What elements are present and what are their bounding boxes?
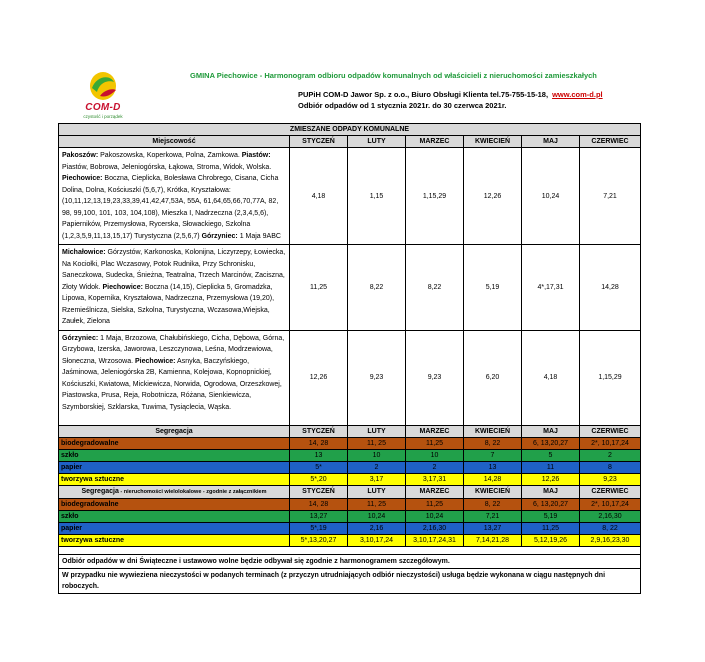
pickup-dates: 8,22 <box>348 245 406 331</box>
location-town: Górzyniec: <box>62 334 99 342</box>
pickup-dates: 3,17 <box>348 473 406 485</box>
month-header: STYCZEŃ <box>290 485 348 498</box>
schedule-period: Odbiór odpadów od 1 stycznia 2021r. do 30 czerwca 2021r. <box>298 101 507 110</box>
pickup-dates: 2,16 <box>348 522 406 534</box>
table-row <box>59 245 641 331</box>
pickup-dates: 5*,19 <box>290 522 348 534</box>
location-streets: Górzystów, Karkonoska, Kolonijna, Liczyrzepy, Łowiecka, Na Kociołki, Plac Wczasowy, Potok Rudnika, Przy Schronisku, Saneczkowa, Sudecka, Śnieżna, Teatralna, Trzech Marcinów, Zaciszna, Złoty Widok. <box>62 249 286 291</box>
location-streets: Boczna, Cieplicka, Bolesława Chrobrego, Cisana, Cicha Dolina, Dolna, Kościuszki (5,6,7), Krótka, Kryształowa: (10,11,12,13,19,23,33,39,41,42,47,53A, 55A, 61,64,65,66,70,77A, 82, 98, 99,100, 101, 103, 104,108), Mieszka I, Nadrzeczna (2,3,4,5,6), Papierników, Przemysłowa, Rycerska, Słowackiego, Szkolna (1,2,3,5,9,11,13,15,17) Turystyczna (2,5,6,7) <box>62 175 279 240</box>
month-header: STYCZEŃ <box>290 136 348 148</box>
pickup-dates: 6, 13,20,27 <box>522 437 580 449</box>
pickup-dates: 12,26 <box>522 473 580 485</box>
pickup-dates: 5*,20 <box>290 473 348 485</box>
pickup-dates: 3,10,17,24,31 <box>406 534 464 546</box>
pickup-dates: 4,18 <box>290 148 348 245</box>
pickup-dates: 2,16,30 <box>406 522 464 534</box>
pickup-dates: 11,25 <box>522 522 580 534</box>
pickup-dates: 5 <box>522 449 580 461</box>
month-header: MAJ <box>522 136 580 148</box>
pickup-dates: 9,23 <box>348 330 406 425</box>
pickup-dates: 1,15 <box>348 148 406 245</box>
pickup-dates: 4*,17,31 <box>522 245 580 331</box>
month-header: STYCZEŃ <box>290 425 348 437</box>
location-streets: Piastów, Bobrowa, Jeleniogórska, Łąkowa, Stroma, Widok, Wolska. <box>62 163 272 171</box>
pickup-dates: 14, 28 <box>290 498 348 510</box>
location-town: Piastów: <box>241 152 271 159</box>
waste-type-label: szkło <box>59 510 290 522</box>
pickup-dates: 2 <box>348 461 406 473</box>
location-town: Pakoszów: <box>62 152 99 159</box>
month-header: MARZEC <box>406 425 464 437</box>
waste-type-label: papier <box>59 522 290 534</box>
month-header: CZERWIEC <box>580 136 641 148</box>
spacer-cell <box>59 546 641 554</box>
location-town: Górzyniec: <box>201 232 238 240</box>
pickup-dates: 10,24 <box>348 510 406 522</box>
pickup-dates: 7,21 <box>580 148 641 245</box>
pickup-dates: 10,24 <box>406 510 464 522</box>
month-header: KWIECIEŃ <box>464 425 522 437</box>
pickup-dates: 1,15,29 <box>580 330 641 425</box>
waste-type-row <box>59 461 641 473</box>
pickup-dates: 14,28 <box>580 245 641 331</box>
waste-type-row <box>59 498 641 510</box>
schedule-title: GMINA Piechowice - Harmonogram odbioru odpadów komunalnych od właścicieli z nieruchomości zamieszkałych <box>190 71 597 80</box>
pickup-dates: 13,27 <box>290 510 348 522</box>
pickup-dates: 14, 28 <box>290 437 348 449</box>
footer-note1: Odbiór odpadów w dni Świąteczne i ustawowo wolne będzie odbywał się zgodnie z harmonogramem szczegółowym. <box>59 554 641 568</box>
pickup-dates: 2,16,30 <box>580 510 641 522</box>
waste-type-row <box>59 522 641 534</box>
pickup-dates: 8, 22 <box>464 498 522 510</box>
location-streets: Asnyka, Baczyńskiego, Jaśminowa, Jeleniogórska 2B, Kamienna, Kolejowa, Kopnopnickiej, Kościuszki, Kwiatowa, Mickiewicza, Norwida, Ogrodowa, Orzeszkowej, Piastowska, Prusa, Reja, Robotnicza, Różana, Sienkiewicza, Szymborskiej, Szklarska, Tuwima, Tysiąclecia, Wąska. <box>62 357 282 411</box>
segregation-header <box>59 425 290 437</box>
location-streets: 1 Maja, Brzozowa, Chałubińskiego, Cicha, Dębowa, Górna, Grzybowa, Izerska, Jaworowa, Leszczynowa, Leśna, Modrzewiowa, Słoneczna, Wrzosowa. <box>62 334 285 365</box>
mixed-section-title: ZMIESZANE ODPADY KOMUNALNE <box>59 124 641 136</box>
pickup-dates: 8, 22 <box>464 437 522 449</box>
location-cell <box>59 245 290 331</box>
location-town: Piechowice: <box>62 175 103 182</box>
segregation-title: Segregacja <box>155 427 193 435</box>
location-column-header: Miejscowość <box>59 136 290 148</box>
waste-type-row <box>59 437 641 449</box>
pickup-dates: 2 <box>406 461 464 473</box>
table-row <box>59 148 641 245</box>
pickup-dates: 4,18 <box>522 330 580 425</box>
pickup-dates: 14,28 <box>464 473 522 485</box>
pickup-dates: 13 <box>464 461 522 473</box>
pickup-dates: 5*,13,20,27 <box>290 534 348 546</box>
pickup-dates: 2*, 10,17,24 <box>580 498 641 510</box>
month-header: CZERWIEC <box>580 425 641 437</box>
pickup-dates: 7,21 <box>464 510 522 522</box>
waste-type-label: papier <box>59 461 290 473</box>
pickup-dates: 2,9,16,23,30 <box>580 534 641 546</box>
logo-text: COM-D <box>85 102 121 113</box>
pickup-dates: 2*, 10,17,24 <box>580 437 641 449</box>
pickup-dates: 10 <box>348 449 406 461</box>
location-streets: Pakoszowska, Koperkowa, Polna, Zamkowa. <box>98 152 242 159</box>
pickup-dates: 10,24 <box>522 148 580 245</box>
location-streets: Boczna (14,15), Cieplicka 5, Gromadzka, Lipowa, Kopernika, Kryształowa, Nadrzeczna, Przemysłowa (19,20), Rzemieślnicza, Sielska, Szkolna, Turystyczna, Wczasowa,Wiejska, Zaułek, Zielona <box>62 283 275 325</box>
pickup-dates: 3,10,17,24 <box>348 534 406 546</box>
pickup-dates: 7 <box>464 449 522 461</box>
pickup-dates: 10 <box>406 449 464 461</box>
logo-tagline: czystość i porządek <box>83 114 123 119</box>
waste-type-row <box>59 449 641 461</box>
pickup-dates: 5,19 <box>464 245 522 331</box>
waste-type-label: biodegradowalne <box>59 498 290 510</box>
month-header: LUTY <box>348 485 406 498</box>
waste-type-row <box>59 534 641 546</box>
pickup-dates: 11,25 <box>290 245 348 331</box>
pickup-dates: 6,20 <box>464 330 522 425</box>
waste-type-label: szkło <box>59 449 290 461</box>
pickup-dates: 12,26 <box>464 148 522 245</box>
pickup-dates: 6, 13,20,27 <box>522 498 580 510</box>
location-cell <box>59 148 290 245</box>
company-contact: PUPiH COM-D Jawor Sp. z o.o., Biuro Obsługi Klienta tel.75-755-15-18, <box>298 90 549 99</box>
segregation-title: Segregacja <box>81 487 119 495</box>
table-row <box>59 330 641 425</box>
segregation-subtitle: - nieruchomości wielolokalowe - zgodnie z załącznikiem <box>118 488 267 495</box>
month-header: CZERWIEC <box>580 485 641 498</box>
pickup-dates: 7,14,21,28 <box>464 534 522 546</box>
pickup-dates: 5,19 <box>522 510 580 522</box>
pickup-dates: 9,23 <box>580 473 641 485</box>
month-header: LUTY <box>348 425 406 437</box>
pickup-dates: 11, 25 <box>348 498 406 510</box>
pickup-dates: 5,12,19,26 <box>522 534 580 546</box>
month-header: MARZEC <box>406 136 464 148</box>
pickup-dates: 11,25 <box>406 437 464 449</box>
pickup-dates: 8, 22 <box>580 522 641 534</box>
location-streets: 1 Maja 9ABC <box>237 232 281 240</box>
month-header: KWIECIEŃ <box>464 485 522 498</box>
waste-type-row <box>59 473 641 485</box>
waste-type-row <box>59 510 641 522</box>
waste-type-label: biodegradowalne <box>59 437 290 449</box>
waste-type-label: tworzywa sztuczne <box>59 534 290 546</box>
location-cell <box>59 330 290 425</box>
pickup-dates: 11, 25 <box>348 437 406 449</box>
month-header: MARZEC <box>406 485 464 498</box>
segregation-header <box>59 485 290 498</box>
company-logo <box>70 68 136 124</box>
month-header: KWIECIEŃ <box>464 136 522 148</box>
pickup-dates: 8,22 <box>406 245 464 331</box>
schedule-table <box>58 123 641 594</box>
location-town: Piechowice: <box>102 283 143 291</box>
pickup-dates: 12,26 <box>290 330 348 425</box>
pickup-dates: 9,23 <box>406 330 464 425</box>
month-header: MAJ <box>522 485 580 498</box>
pickup-dates: 3,17,31 <box>406 473 464 485</box>
company-info <box>298 90 603 99</box>
month-header: LUTY <box>348 136 406 148</box>
pickup-dates: 11,25 <box>406 498 464 510</box>
location-town: Michałowice: <box>62 249 106 256</box>
pickup-dates: 11 <box>522 461 580 473</box>
footer-note2: W przypadku nie wywieziena nieczystości w podanych terminach (z przyczyn utrudniających odbiór nieczystości) usługa będzie wykonana w ciągu następnych dni roboczych. <box>59 568 641 593</box>
logo-leaf-icon <box>70 68 136 104</box>
month-header: MAJ <box>522 425 580 437</box>
pickup-dates: 8 <box>580 461 641 473</box>
location-town: Piechowice: <box>135 357 176 365</box>
waste-type-label: tworzywa sztuczne <box>59 473 290 485</box>
pickup-dates: 1,15,29 <box>406 148 464 245</box>
pickup-dates: 13,27 <box>464 522 522 534</box>
pickup-dates: 5* <box>290 461 348 473</box>
pickup-dates: 13 <box>290 449 348 461</box>
pickup-dates: 2 <box>580 449 641 461</box>
company-url-link[interactable]: www.com-d.pl <box>552 90 603 99</box>
